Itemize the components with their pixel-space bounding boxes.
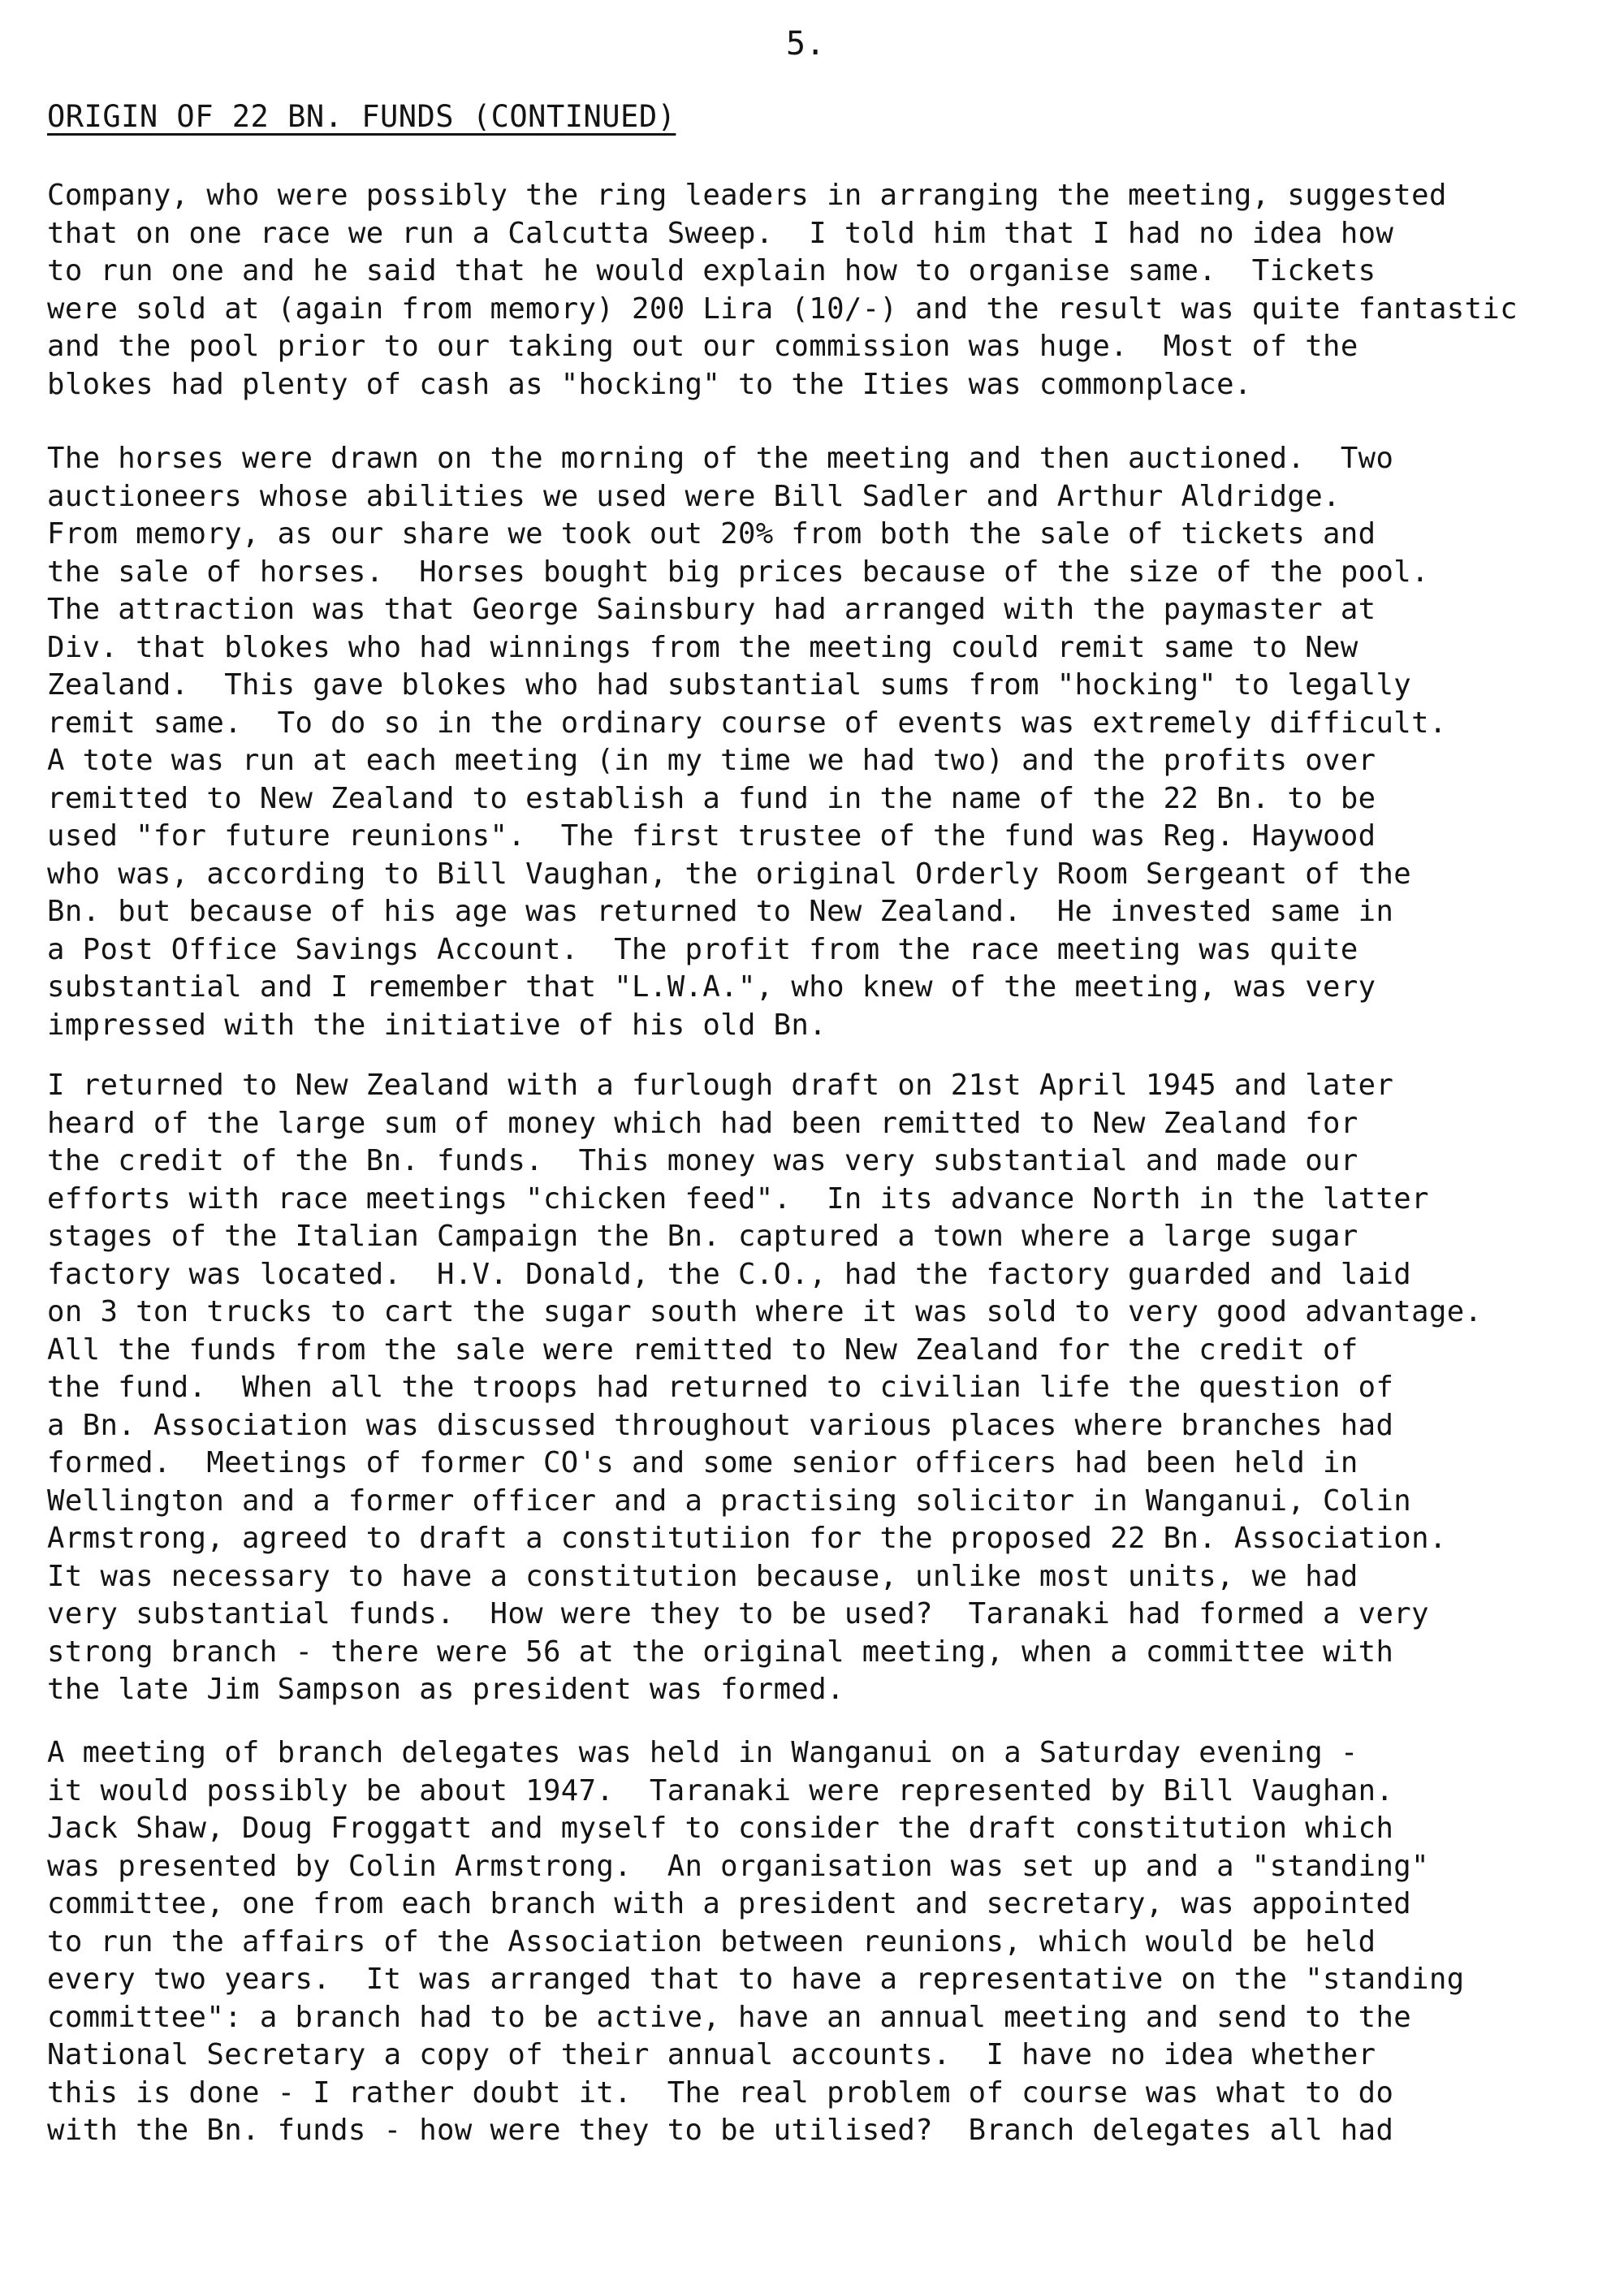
- section-heading: ORIGIN OF 22 BN. FUNDS (CONTINUED): [47, 99, 676, 134]
- paragraph-horse-auction: The horses were drawn on the morning of the meeting and then auctioned. Two auctioneers whose abilities we used were Bill Sadler and Arthur Aldridge. From memory, as our share we took out 20% from both the sale of tickets and the sale of horses. Horses bought big prices because of the size of the pool. The attraction was that George Sainsbury had arranged with the paymaster at Div. that blokes who had winnings from the meeting could remit same to New Zealand. This gave blokes who had substantial sums from "hocking" to legally remit same. To do so in the ordinary course of events was extremely difficult. A tote was run at each meeting (in my time we had two) and the profits over remitted to New Zealand to establish a fund in the name of the 22 Bn. to be used "for future reunions". The first trustee of the fund was Reg. Haywood who was, according to Bill Vaughan, the original Orderly Room Sergeant of the Bn. but because of his age was returned to New Zealand. He invested same in a Post Office Savings Account. The profit from the race meeting was quite substantial and I remember that "L.W.A.", who knew of the meeting, was very impressed with the initiative of his old Bn.: [47, 442, 1447, 1042]
- paragraph-calcutta-sweep: Company, who were possibly the ring leaders in arranging the meeting, suggested that on one race we run a Calcutta Sweep. I told him that I had no idea how to run one and he said that he would explain how to organise same. Tickets were sold at (again from memory) 200 Lira (10/-) and the result was quite fantastic and the pool prior to our taking out our commission was huge. Most of the blokes had plenty of cash as "hocking" to the Ities was commonplace.: [47, 179, 1518, 401]
- page-number: 5.: [786, 25, 826, 63]
- paragraph-branch-delegates-meeting: A meeting of branch delegates was held in Wanganui on a Saturday evening - it would possibly be about 1947. Taranaki were represented by Bill Vaughan. Jack Shaw, Doug Froggatt and myself to consider the draft constitution which was presented by Colin Armstrong. An organisation was set up and a "standing" committee, one from each branch with a president and secretary, was appointed to run the affairs of the Association between reunions, which would be held every two years. It was arranged that to have a representative on the "standing committee": a branch had to be active, have an annual meeting and send to the National Secretary a copy of their annual accounts. I have no idea whether this is done - I rather doubt it. The real problem of course was what to do with the Bn. funds - how were they to be utilised? Branch delegates all had: [47, 1736, 1465, 2147]
- paragraph-furlough-and-funds: I returned to New Zealand with a furlough draft on 21st April 1945 and later heard of the large sum of money which had been remitted to New Zealand for the credit of the Bn. funds. This money was very substantial and made our efforts with race meetings "chicken feed". In its advance North in the latter stages of the Italian Campaign the Bn. captured a town where a large sugar factory was located. H.V. Donald, the C.O., had the factory guarded and laid on 3 ton trucks to cart the sugar south where it was sold to very good advantage. All the funds from the sale were remitted to New Zealand for the credit of the fund. When all the troops had returned to civilian life the question of a Bn. Association was discussed throughout various places where branches had formed. Meetings of former CO's and some senior officers had been held in Wellington and a former officer and a practising solicitor in Wanganui, Colin Armstrong, agreed to draft a constitutiion for the proposed 22 Bn. Association. It was necessary to have a constitution because, unlike most units, we had very substantial funds. How were they to be used? Taranaki had formed a very strong branch - there were 56 at the original meeting, when a committee with the late Jim Sampson as president was formed.: [47, 1069, 1483, 1706]
